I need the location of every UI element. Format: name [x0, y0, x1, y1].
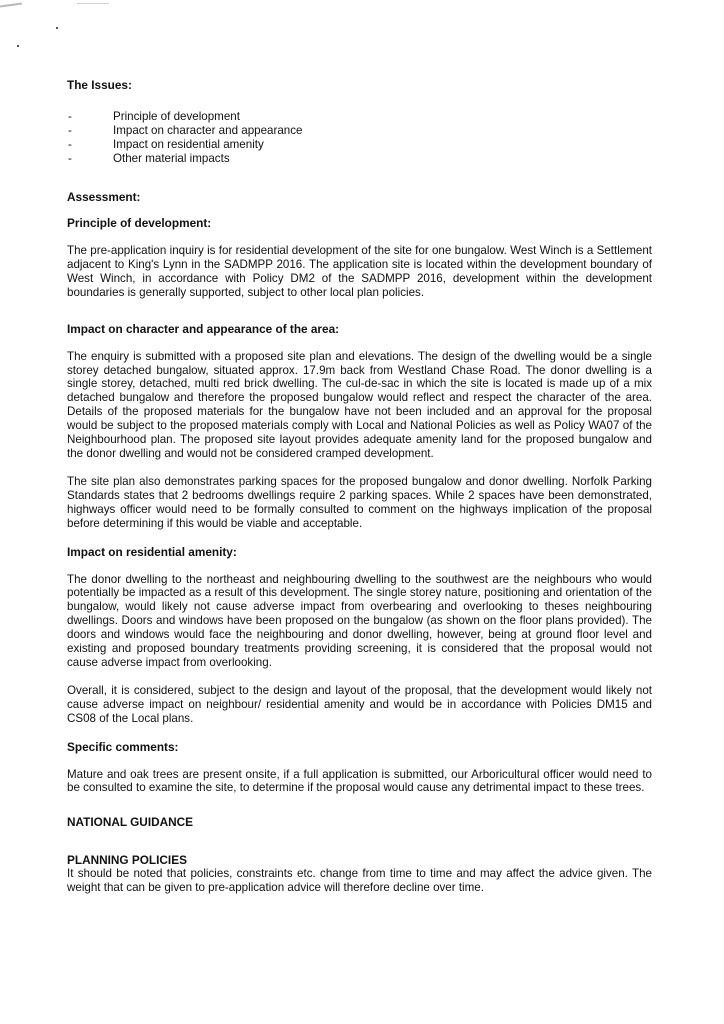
issue-item-label: Principle of development — [113, 110, 240, 123]
scan-dot-2 — [17, 45, 19, 47]
scan-mark-top-left — [0, 2, 22, 7]
issue-item — [67, 124, 652, 138]
character-paragraph-1: The enquiry is submitted with a proposed site plan and elevations. The design of the dwelling would be a single storey detached bungalow, situated approx. 17.9m back from Westland Chase Road. The donor dwelling is a single storey, detached, multi red brick dwelling. The cul-de-sac in which the site is located is made up of a mix detached bungalow and therefore the proposed bungalow would reflect and respect the character of the area. Details of the proposed materials for the bungalow have not been included and an approval for the proposal would be subject to the proposed materials comply with Local and National Policies as well as Policy WA07 of the Neighbourhood plan. The proposed site layout provides adequate amenity land for the proposed bungalow and the donor dwelling and would not be considered cramped development. — [67, 349, 652, 460]
character-paragraph-2: The site plan also demonstrates parking spaces for the proposed bungalow and donor dwelling. Norfolk Parking Standards states that 2 bedrooms dwellings require 2 parking spaces. While 2 spaces have been demonstrated, highways officer would need to be formally consulted to comment on the highways implication of the proposal before determining if this would be viable and acceptable. — [67, 474, 652, 530]
document-content — [67, 78, 652, 895]
bullet-dash: - — [68, 138, 72, 151]
amenity-title: Impact on residential amenity: — [67, 544, 237, 559]
specific-comments-paragraph: Mature and oak trees are present onsite, if a full application is submitted, our Arboricultural officer would need to be consulted to examine the site, to determine if the proposal would cause any detrimental impact to these trees. — [67, 767, 652, 795]
bullet-dash: - — [68, 152, 72, 165]
issue-item-label: Impact on character and appearance — [113, 124, 303, 137]
national-guidance-title: NATIONAL GUIDANCE — [67, 815, 194, 830]
scan-dot-1 — [56, 27, 58, 29]
scan-mark-top — [77, 3, 109, 4]
principle-paragraph: The pre-application inquiry is for residential development of the site for one bungalow. West Winch is a Settlement adjacent to King's Lynn in the SADMPP 2016. The application site is located within the development boundary of West Winch, in accordance with Policy DM2 of the SADMPP 2016, development within the development boundaries is generally supported, subject to other local plan policies. — [67, 244, 652, 299]
issues-title: The Issues: — [67, 78, 132, 92]
bullet-dash: - — [68, 124, 72, 137]
planning-policies-title: PLANNING POLICIES — [67, 853, 187, 868]
issue-item-label: Impact on residential amenity — [113, 138, 264, 151]
character-title: Impact on character and appearance of the area: — [67, 321, 340, 336]
bullet-dash: - — [68, 110, 72, 123]
issue-item-label: Other material impacts — [113, 152, 230, 165]
issues-list — [67, 110, 652, 166]
issue-item — [67, 138, 652, 152]
specific-comments-title: Specific comments: — [67, 739, 179, 754]
amenity-paragraph-1: The donor dwelling to the northeast and neighbouring dwelling to the southwest are the neighbours who would potentially be impacted as a result of this development. The single storey nature, positioning and orientation of the bungalow, would likely not cause adverse impact from overbearing and overlooking to theses neighbouring dwellings. Doors and windows have been proposed on the bungalow (as shown on the floor plans provided). The doors and windows would face the neighbouring and donor dwelling, however, being at ground floor level and existing and proposed boundary treatments providing screening, it is considered that the proposal would not cause adverse impact from overlooking. — [67, 572, 652, 669]
principle-title: Principle of development: — [67, 216, 212, 230]
assessment-title: Assessment: — [67, 190, 141, 204]
planning-policies-paragraph: It should be noted that policies, constraints etc. change from time to time and may affect the advice given. The weight that can be given to pre-application advice will therefore decline over time. — [67, 867, 652, 895]
issue-item — [67, 152, 652, 166]
issue-item — [67, 110, 652, 124]
amenity-paragraph-2: Overall, it is considered, subject to the design and layout of the proposal, that the development would likely not cause adverse impact on neighbour/ residential amenity and would be in accordance with Policies DM15 and CS08 of the Local plans. — [67, 683, 652, 725]
